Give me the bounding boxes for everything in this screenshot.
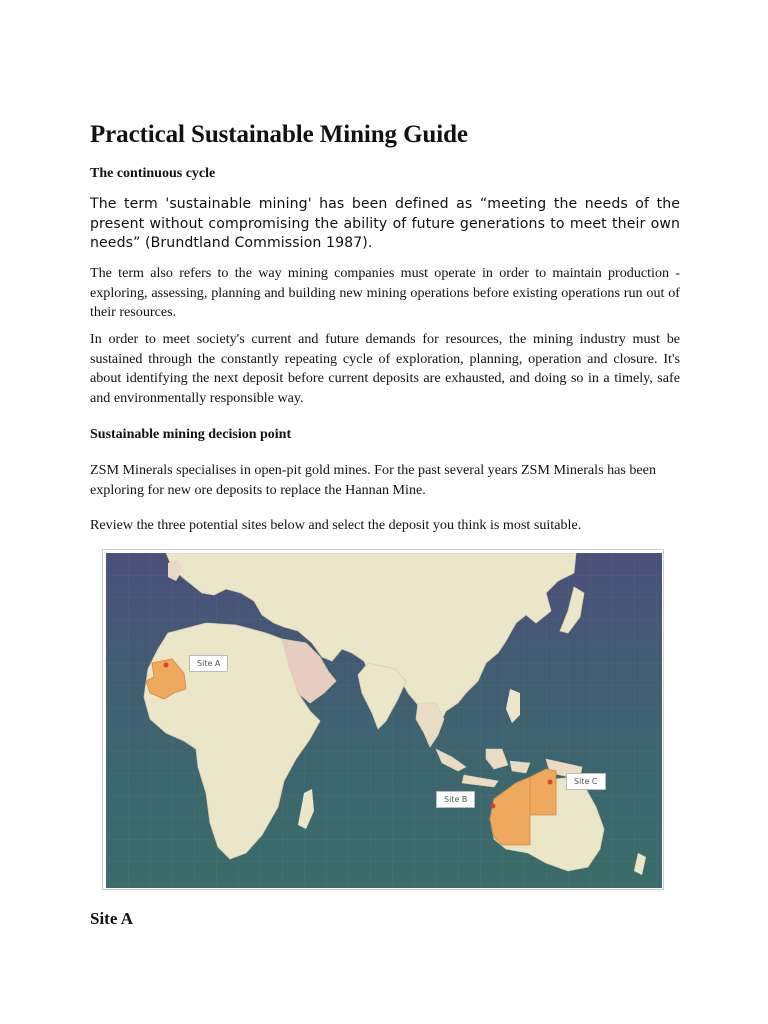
paragraph-operations: The term also refers to the way mining companies must operate in order to maintain production - exploring, assessing, planning and building new mining operations before existing operations run out of their resources. <box>90 265 680 321</box>
site-c-callout[interactable]: Site C <box>566 773 606 790</box>
section-heading-decision-point: Sustainable mining decision point <box>90 427 292 442</box>
site-map <box>102 549 664 890</box>
paragraph-zsm-minerals: ZSM Minerals specialises in open-pit gold mines. For the past several years ZSM Minerals has been exploring for new ore deposits to replace the Hannan Mine. <box>90 462 656 498</box>
site-a-heading: Site A <box>90 909 133 928</box>
site-b-callout[interactable]: Site B <box>436 791 475 808</box>
paragraph-definition: The term 'sustainable mining' has been defined as “meeting the needs of the present without compromising the ability of future generations to meet their own needs” (Brundtland Commission 1987). <box>90 196 680 251</box>
site-c-marker <box>548 780 553 785</box>
site-b-marker <box>491 804 496 809</box>
section-heading-continuous-cycle: The continuous cycle <box>90 166 216 181</box>
site-c-region <box>530 769 556 815</box>
site-a-marker <box>164 663 169 668</box>
world-map-illustration <box>106 553 662 888</box>
paragraph-review-sites: Review the three potential sites below and select the deposit you think is most suitable. <box>90 517 582 533</box>
paragraph-cycle: In order to meet society's current and future demands for resources, the mining industry must be sustained through the constantly repeating cycle of exploration, planning, operation and closure. It's about identifying the next deposit before current deposits are exhausted, and doing so in a timely, safe and environmentally responsible way. <box>90 331 680 406</box>
site-a-callout[interactable]: Site A <box>189 655 228 672</box>
document-title: Practical Sustainable Mining Guide <box>90 121 468 148</box>
